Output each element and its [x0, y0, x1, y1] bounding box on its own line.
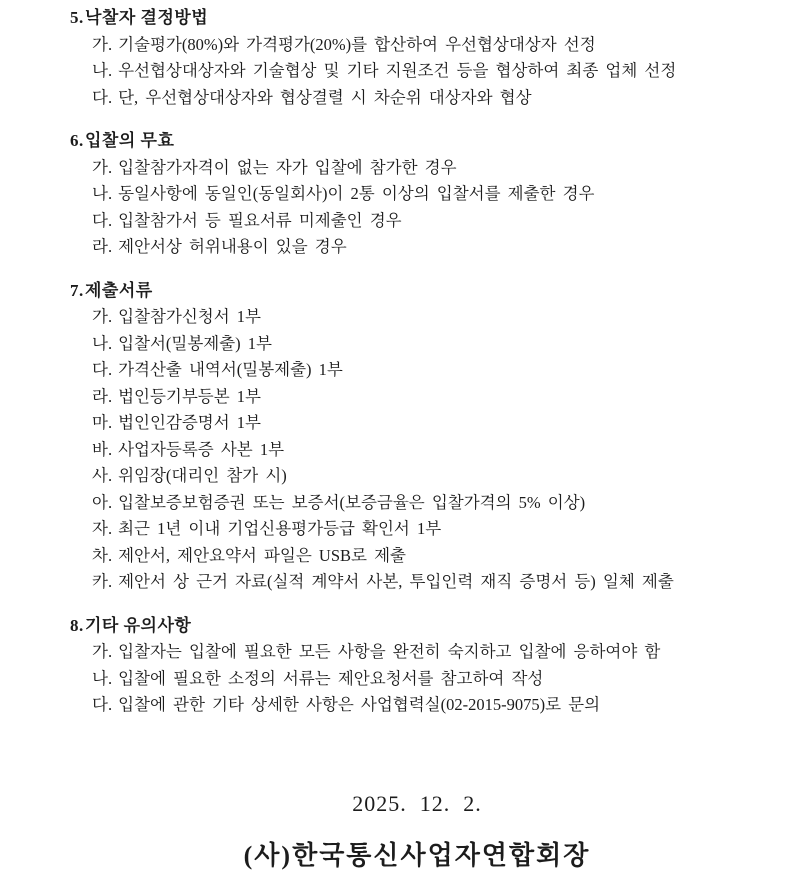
section-heading: [70, 128, 764, 155]
list-item: [92, 155, 764, 182]
section-number: 7.: [70, 280, 84, 300]
section-5-award-decision: [70, 5, 764, 111]
item-text: 입찰에 관한 기타 상세한 사항은 사업협력실(02-2015-9075)로 문의: [118, 695, 601, 714]
item-text: 우선협상대상자와 기술협상 및 기타 지원조건 등을 협상하여 최종 업체 선정: [118, 61, 677, 80]
item-marker: 차.: [92, 545, 113, 565]
item-text: 법인인감증명서 1부: [118, 413, 261, 432]
section-number: 5.: [70, 8, 84, 27]
section-heading: [70, 278, 764, 305]
item-marker: 나.: [92, 333, 113, 353]
item-text: 위임장(대리인 참가 시): [118, 466, 287, 485]
section-item-list: [70, 155, 764, 261]
item-marker: 자.: [92, 519, 113, 538]
list-item: [92, 208, 764, 235]
list-item: [92, 85, 764, 112]
section-heading: [70, 5, 764, 32]
section-6-bid-invalidity: [70, 128, 764, 261]
section-item-list: [70, 32, 764, 112]
list-item: [92, 543, 764, 570]
list-item: [92, 32, 764, 59]
item-text: 입찰에 필요한 소정의 서류는 제안요청서를 참고하여 작성: [118, 668, 544, 688]
list-item: [92, 234, 764, 261]
item-text: 제안서, 제안요약서 파일은 USB로 제출: [118, 545, 406, 565]
item-text: 입찰참가자격이 없는 자가 입찰에 참가한 경우: [118, 157, 457, 177]
item-text: 입찰보증보험증권 또는 보증서(보증금율은 입찰가격의 5% 이상): [118, 492, 586, 512]
item-marker: 가.: [92, 642, 113, 661]
item-text: 입찰참가서 등 필요서류 미제출인 경우: [118, 210, 402, 230]
item-marker: 카.: [92, 572, 113, 591]
list-item: [92, 692, 764, 719]
list-item: [92, 569, 764, 596]
list-item: [92, 384, 764, 411]
item-marker: 가.: [92, 157, 113, 177]
item-marker: 마.: [92, 413, 113, 432]
list-item: [92, 463, 764, 490]
list-item: [92, 410, 764, 437]
item-text: 제안서상 허위내용이 있을 경우: [118, 237, 347, 256]
list-item: [92, 357, 764, 384]
list-item: [92, 437, 764, 464]
item-text: 가격산출 내역서(밀봉제출) 1부: [118, 360, 343, 379]
item-text: 사업자등록증 사본 1부: [118, 439, 285, 459]
item-marker: 다.: [92, 210, 113, 230]
section-number: 8.: [70, 615, 84, 635]
item-marker: 다.: [92, 87, 113, 107]
list-item: [92, 490, 764, 517]
item-text: 제안서 상 근거 자료(실적 계약서 사본, 투입인력 재직 증명서 등) 일체 제출: [118, 572, 674, 591]
item-text: 입찰참가신청서 1부: [118, 307, 261, 326]
section-item-list: [70, 639, 764, 719]
item-text: 기술평가(80%)와 가격평가(20%)를 합산하여 우선협상대상자 선정: [118, 34, 596, 54]
item-marker: 다.: [92, 695, 113, 714]
section-number: 6.: [70, 131, 84, 150]
signature-line: (사)한국통신사업자연합회장: [243, 840, 591, 870]
item-marker: 가.: [92, 307, 113, 326]
section-title: 제출서류: [85, 280, 153, 300]
item-marker: 가.: [92, 34, 113, 54]
item-marker: 바.: [92, 439, 113, 459]
item-marker: 사.: [92, 466, 113, 485]
list-item: [92, 639, 764, 666]
section-title: 입찰의 무효: [85, 131, 175, 150]
item-marker: 다.: [92, 360, 113, 379]
item-text: 동일사항에 동일인(동일회사)이 2통 이상의 입찰서를 제출한 경우: [118, 184, 595, 203]
item-marker: 라.: [92, 237, 113, 256]
list-item: [92, 58, 764, 85]
list-item: [92, 181, 764, 208]
section-heading: [70, 613, 764, 640]
list-item: [92, 331, 764, 358]
list-item: [92, 666, 764, 693]
list-item: [92, 304, 764, 331]
item-marker: 나.: [92, 668, 113, 688]
section-7-submission-documents: [70, 278, 764, 596]
item-marker: 나.: [92, 61, 113, 80]
item-text: 입찰서(밀봉제출) 1부: [118, 333, 272, 353]
list-item: [92, 516, 764, 543]
section-title: 기타 유의사항: [85, 615, 192, 635]
section-title: 낙찰자 결정방법: [85, 8, 209, 27]
item-marker: 라.: [92, 386, 113, 406]
item-text: 최근 1년 이내 기업신용평가등급 확인서 1부: [118, 519, 442, 538]
document-footer: [70, 789, 764, 873]
item-marker: 나.: [92, 184, 113, 203]
item-marker: 아.: [92, 492, 113, 512]
section-8-other-notes: [70, 613, 764, 719]
item-text: 입찰자는 입찰에 필요한 모든 사항을 완전히 숙지하고 입찰에 응하여야 함: [118, 642, 661, 661]
document-date: 2025. 12. 2.: [352, 790, 482, 816]
item-text: 법인등기부등본 1부: [118, 386, 261, 406]
section-item-list: [70, 304, 764, 596]
item-text: 단, 우선협상대상자와 협상결렬 시 차순위 대상자와 협상: [118, 87, 532, 107]
